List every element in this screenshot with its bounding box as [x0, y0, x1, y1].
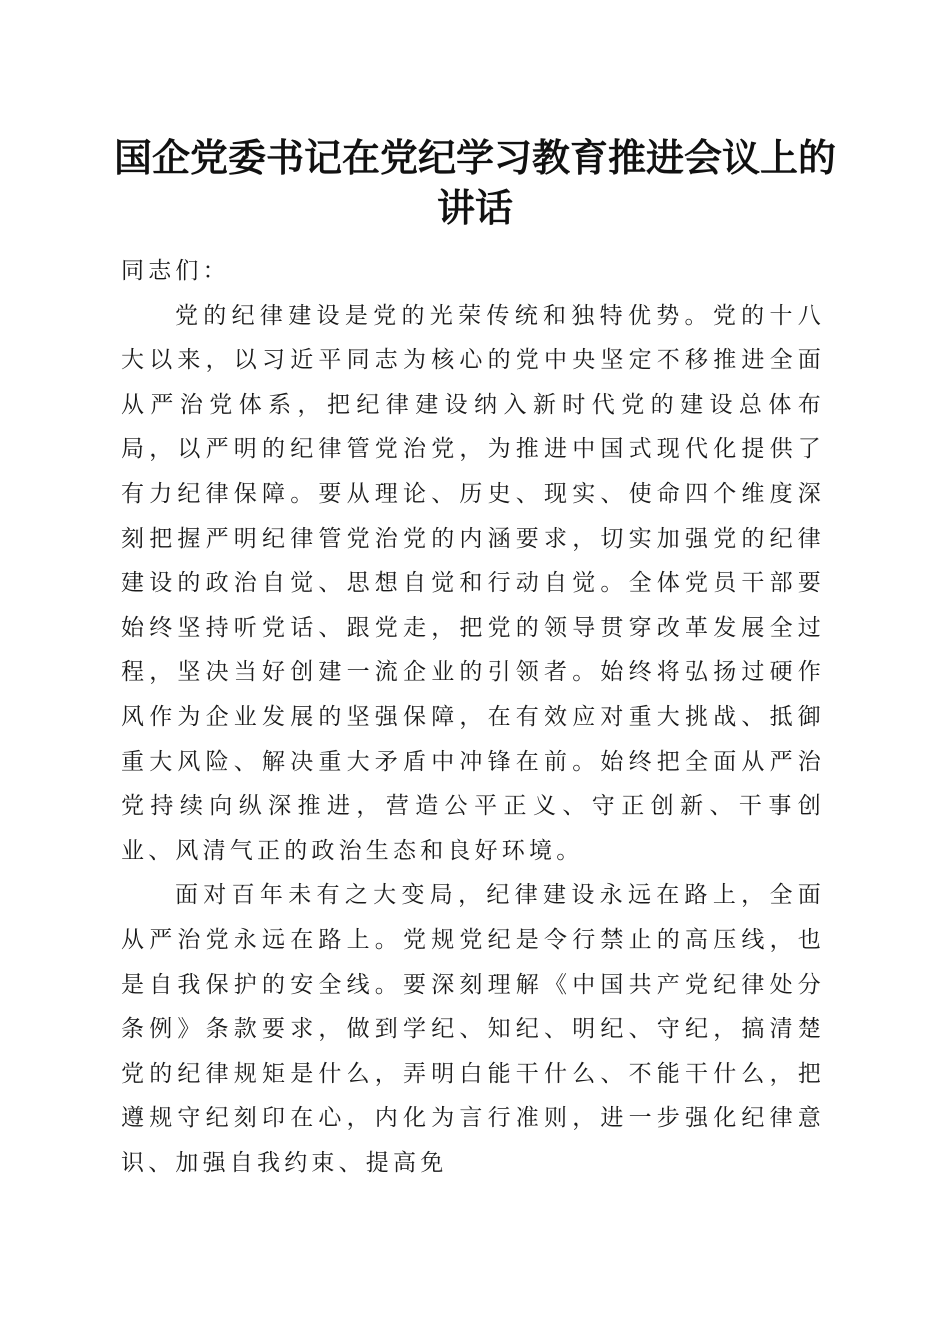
- document-body: [121, 249, 825, 1185]
- document-title: 国企党委书记在党纪学习教育推进会议上的讲话: [113, 135, 836, 230]
- paragraph-2: 面对百年未有之大变局，纪律建设永远在路上，全面从严治党永远在路上。党规党纪是令行禁止的高压线，也是自我保护的安全线。要深刻理解《中国共产党纪律处分条例》条款要求，做到学纪、知纪、明纪、守纪，搞清楚党的纪律规矩是什么，弄明白能干什么、不能干什么，把遵规守纪刻印在心，内化为言行准则，进一步强化纪律意识、加强自我约束、提高免: [121, 882, 825, 1176]
- salutation: 同志们：: [121, 258, 230, 284]
- paragraph-1: 党的纪律建设是党的光荣传统和独特优势。党的十八大以来，以习近平同志为核心的党中央坚定不移推进全面从严治党体系，把纪律建设纳入新时代党的建设总体布局，以严明的纪律管党治党，为推进中国式现代化提供了有力纪律保障。要从理论、历史、现实、使命四个维度深刻把握严明纪律管党治党的内涵要求，切实加强党的纪律建设的政治自觉、思想自觉和行动自觉。全体党员干部要始终坚持听党话、跟党走，把党的领导贯穿改革发展全过程，坚决当好创建一流企业的引领者。始终将弘扬过硬作风作为企业发展的坚强保障，在有效应对重大挑战、抵御重大风险、解决重大矛盾中冲锋在前。始终把全面从严治党持续向纵深推进，营造公平正义、守正创新、干事创业、风清气正的政治生态和良好环境。: [121, 302, 825, 864]
